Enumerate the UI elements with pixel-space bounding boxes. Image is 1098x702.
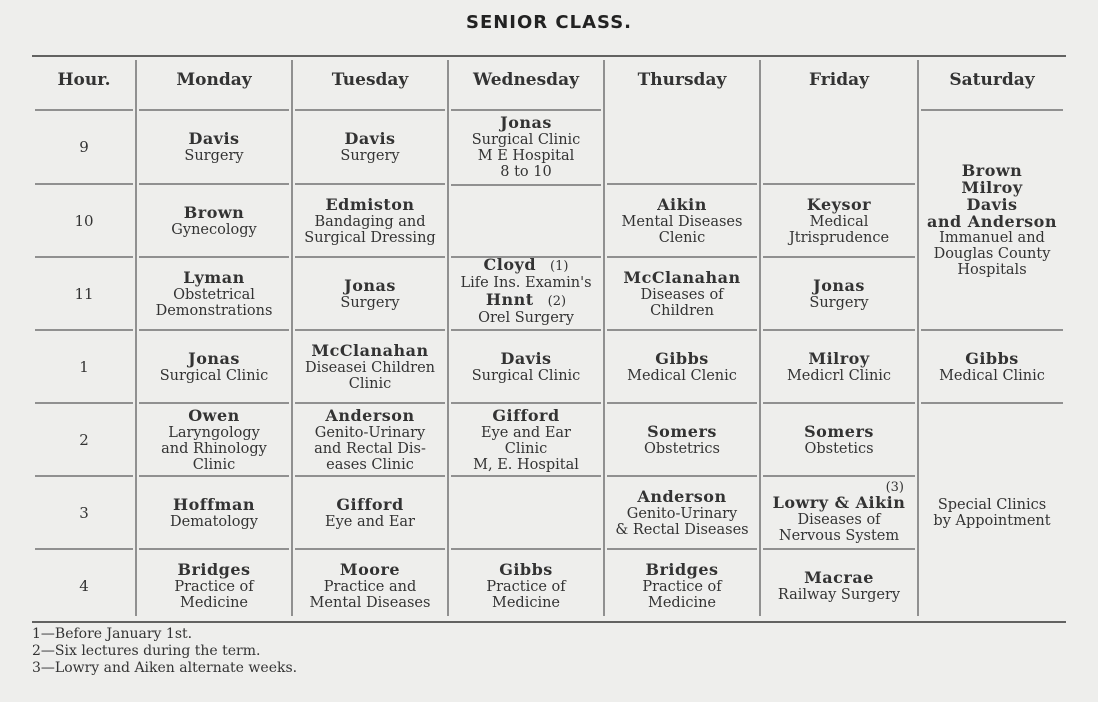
course-text: Practice of <box>642 578 722 595</box>
lecturer-name: Somers <box>804 421 874 441</box>
course-text: Diseasei Children <box>304 359 436 376</box>
hour-label: 1 <box>79 357 89 376</box>
schedule-cell <box>292 476 448 549</box>
column-header-thursday: Thursday <box>637 70 727 90</box>
hour-label: 11 <box>74 284 94 303</box>
schedule-cell <box>136 184 292 257</box>
course-text: Jtrisprudence <box>788 229 890 246</box>
schedule-cell <box>136 110 292 184</box>
schedule-cell <box>292 110 448 184</box>
lecturer-name: Davis <box>500 348 552 368</box>
lecturer-name: Hnnt <box>485 289 534 309</box>
hour-label: 10 <box>74 211 94 230</box>
column-header-monday: Monday <box>176 70 252 90</box>
schedule-cell <box>918 110 1066 330</box>
course-text: Special Clinics <box>937 496 1047 513</box>
footnote-2: 2—Six lectures during the term. <box>32 643 261 659</box>
course-text: Practice and <box>323 578 417 595</box>
lecturer-name: Gibbs <box>499 559 553 579</box>
lecturer-name: Milroy <box>961 178 1023 197</box>
course-text: eases Clinic <box>326 456 414 473</box>
lecturer-name: Gifford <box>492 405 560 425</box>
schedule-cell <box>760 549 918 622</box>
lecturer-name: Gibbs <box>655 348 709 368</box>
course-text: Surgery <box>809 294 869 311</box>
footnote-mark: (1) <box>550 259 569 274</box>
schedule-cell <box>604 549 760 622</box>
page-title: SENIOR CLASS. <box>465 12 633 33</box>
course-text: Eye and Ear <box>324 513 415 530</box>
schedule-cell <box>292 184 448 257</box>
lecturer-name: Lowry & Aikin <box>772 492 906 512</box>
schedule-cell <box>136 476 292 549</box>
lecturer-name: Jonas <box>188 348 240 368</box>
lecturer-name: Gifford <box>336 494 404 514</box>
schedule-cell <box>604 476 760 549</box>
column-header-hour: Hour. <box>57 70 111 90</box>
lecturer-name: Davis <box>188 129 240 148</box>
schedule-cell <box>760 476 918 549</box>
lecturer-name: Brown <box>961 161 1023 180</box>
schedule-cell <box>292 549 448 622</box>
course-text: Diseases of <box>640 286 724 303</box>
course-text: Obstetrics <box>644 440 720 457</box>
course-text: Medical Clinic <box>939 367 1045 384</box>
schedule-cell <box>760 330 918 403</box>
lecturer-name: Keysor <box>806 194 872 214</box>
schedule-cell <box>918 403 1066 622</box>
schedule-cell <box>448 330 604 403</box>
course-text: Medicine <box>179 594 249 611</box>
schedule-cell <box>604 184 760 257</box>
lecturer-name: Gibbs <box>965 348 1019 368</box>
schedule-cell <box>292 257 448 330</box>
schedule-cell <box>292 403 448 476</box>
course-text: & Rectal Diseases <box>615 521 749 538</box>
lecturer-name: Jonas <box>500 113 552 132</box>
lecturer-name: Bridges <box>645 559 719 579</box>
course-text: Gynecology <box>171 221 257 238</box>
course-text: Immanuel and <box>939 230 1045 246</box>
course-text: Surgery <box>340 294 400 311</box>
course-text: and Rhinology <box>161 440 267 457</box>
course-text: Practice of <box>174 578 254 595</box>
schedule-cell <box>136 330 292 403</box>
course-text: Clenic <box>658 229 706 246</box>
schedule-cell <box>604 257 760 330</box>
footnote-3: 3—Lowry and Aiken alternate weeks. <box>32 660 298 676</box>
hour-label: 4 <box>79 576 89 595</box>
schedule-cell <box>448 110 604 184</box>
schedule-cell <box>136 549 292 622</box>
course-text: Clinic <box>348 375 392 392</box>
schedule-cell <box>760 403 918 476</box>
course-text: Nervous System <box>778 527 900 544</box>
schedule-cell <box>760 184 918 257</box>
hour-label: 2 <box>79 430 89 449</box>
course-text: M, E. Hospital <box>473 456 579 473</box>
lecturer-name: McClanahan <box>623 267 741 287</box>
hour-label: 3 <box>79 503 89 522</box>
course-text: Obstetrical <box>173 286 255 303</box>
lecturer-name: Aikin <box>657 194 707 214</box>
column-header-friday: Friday <box>809 70 869 90</box>
lecturer-name: Milroy <box>808 348 870 368</box>
lecturer-name: Lyman <box>183 267 245 287</box>
lecturer-name: Davis <box>344 129 396 148</box>
course-text: Surgical Dressing <box>304 229 436 246</box>
lecturer-name: Jonas <box>813 275 865 295</box>
lecturer-name: Brown <box>183 202 245 222</box>
lecturer-name: Somers <box>647 421 717 441</box>
course-text: Mental Diseases <box>621 213 743 230</box>
course-text: Clinic <box>504 440 548 457</box>
course-text: Medicine <box>491 594 561 611</box>
lecturer-name: Owen <box>188 405 240 425</box>
schedule-cell <box>448 288 604 328</box>
course-text: Surgical Clinic <box>471 367 581 384</box>
lecturer-name: and Anderson <box>927 212 1057 231</box>
schedule-cell <box>292 330 448 403</box>
course-text: Demonstrations <box>155 302 273 319</box>
lecturer-name: Anderson <box>325 405 415 425</box>
course-text: Medicrl Clinic <box>786 367 892 384</box>
lecturer-name: Hoffman <box>173 494 255 514</box>
course-text: Mental Diseases <box>309 594 431 611</box>
schedule-cell <box>760 257 918 330</box>
column-header-tuesday: Tuesday <box>331 70 409 90</box>
course-text: M E Hospital <box>477 148 575 164</box>
course-text: Eye and Ear <box>480 424 571 441</box>
column-header-wednesday: Wednesday <box>473 70 579 90</box>
schedule-cell <box>604 330 760 403</box>
course-text: Surgical Clinic <box>159 367 269 384</box>
footnote-mark: (3) <box>885 479 904 495</box>
course-text: Diseases of <box>797 511 881 528</box>
lecturer-name: Cloyd <box>483 255 537 274</box>
lecturer-name: Moore <box>339 559 401 579</box>
course-text: Genito-Urinary <box>314 424 426 441</box>
course-text: Dematology <box>170 513 258 530</box>
course-text: Railway Surgery <box>777 586 901 603</box>
course-text: Life Ins. Examin's <box>460 275 592 291</box>
course-text: Hospitals <box>957 262 1027 278</box>
lecturer-name: Anderson <box>637 486 727 506</box>
course-text: Clinic <box>192 456 236 473</box>
schedule-cell <box>448 549 604 622</box>
course-text: and Rectal Dis- <box>314 440 426 457</box>
schedule-cell <box>136 257 292 330</box>
schedule-cell <box>136 403 292 476</box>
course-text: Orel Surgery <box>478 309 574 326</box>
footnote-mark: (2) <box>547 293 567 309</box>
lecturer-name: Edmiston <box>325 194 415 214</box>
lecturer-name: Davis <box>966 195 1018 214</box>
course-text: by Appointment <box>933 512 1051 529</box>
course-text: Surgery <box>340 148 400 164</box>
course-text: Laryngology <box>168 424 260 441</box>
course-text: Surgical Clinic <box>471 132 581 148</box>
course-text: Medical Clenic <box>627 367 737 384</box>
schedule-cell <box>604 403 760 476</box>
course-text: Children <box>650 302 714 319</box>
hour-label: 9 <box>79 138 89 156</box>
course-text: Obstetics <box>804 440 874 457</box>
footnote-1: 1—Before January 1st. <box>32 626 193 642</box>
lecturer-name: Jonas <box>344 275 396 295</box>
schedule-cell <box>918 330 1066 403</box>
course-text: Bandaging and <box>314 213 426 230</box>
lecturer-name: McClanahan <box>311 340 429 360</box>
course-text: Douglas County <box>933 246 1051 262</box>
schedule-cell <box>448 257 604 290</box>
course-text: Surgery <box>184 148 244 164</box>
course-text: 8 to 10 <box>500 164 552 180</box>
lecturer-name: Bridges <box>177 559 251 579</box>
lecturer-name: Macrae <box>804 567 874 587</box>
schedule-cell <box>448 403 604 476</box>
course-text: Genito-Urinary <box>626 505 738 522</box>
column-header-saturday: Saturday <box>949 70 1035 90</box>
course-text: Medical <box>809 213 869 230</box>
course-text: Medicine <box>647 594 717 611</box>
course-text: Practice of <box>486 578 566 595</box>
